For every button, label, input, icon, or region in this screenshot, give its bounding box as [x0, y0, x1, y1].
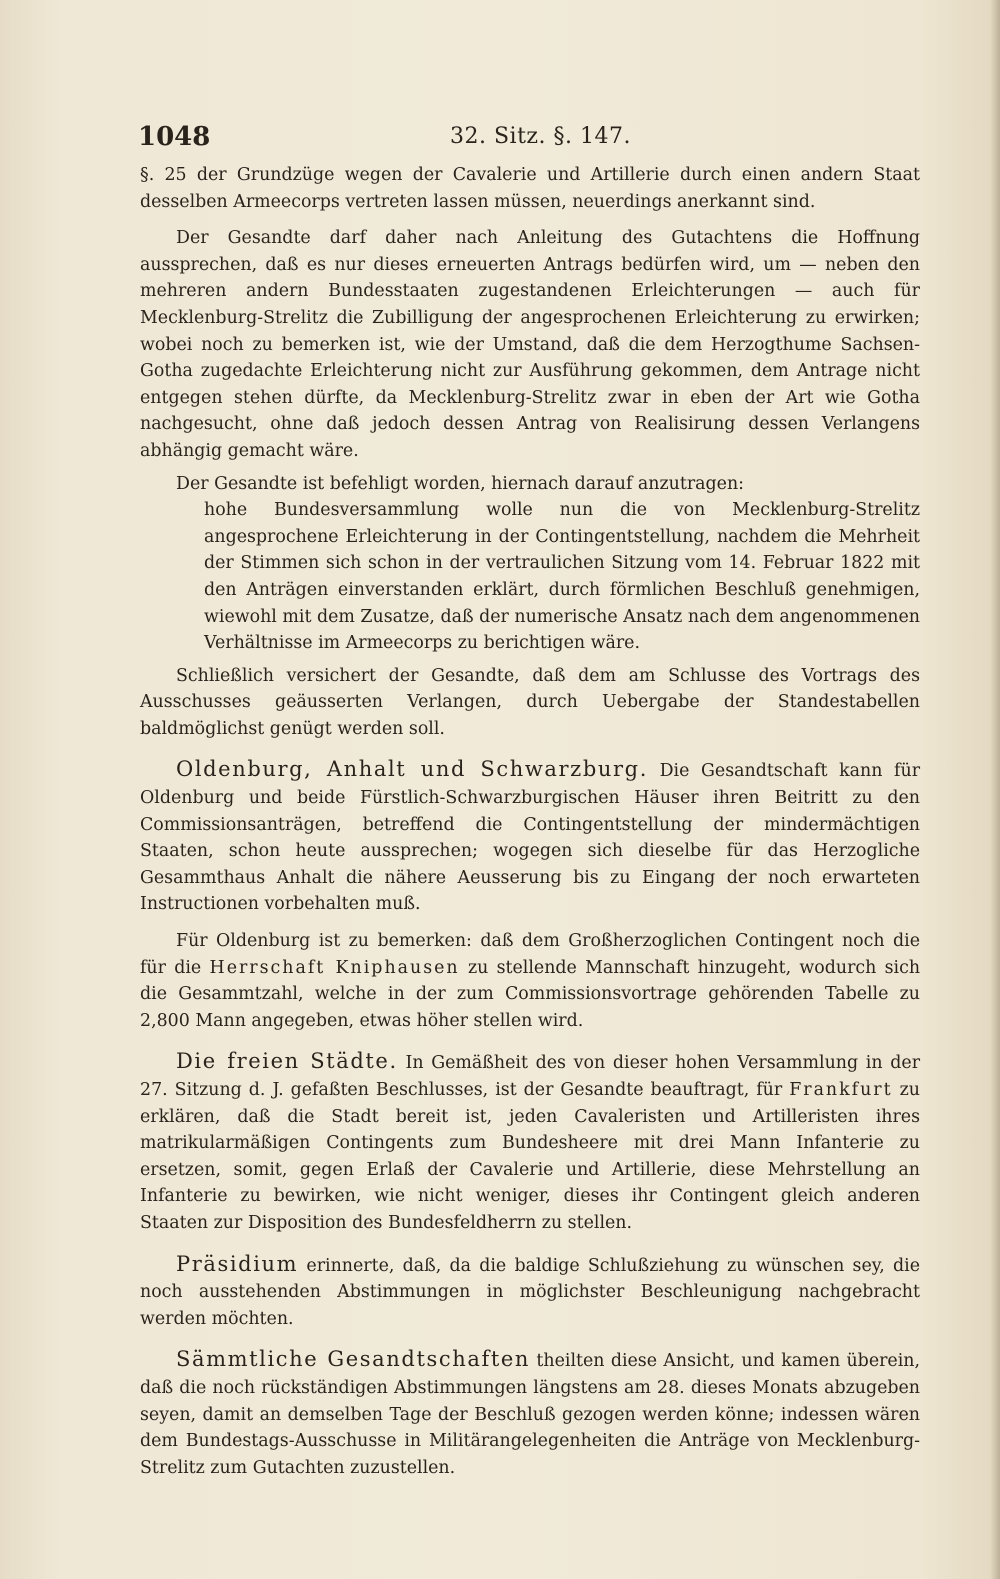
paragraph-oldenburg [140, 756, 920, 918]
paragraph-kniphausen-a: Für Oldenburg ist zu bemerken: daß dem Großherzoglichen Contingent noch die für die [140, 931, 920, 978]
paragraph-free-cities-b: zu erklären, daß die Stadt bereit ist, jeden Cavaleristen und Artilleristen ihres matrikularmäßigen Contingents zum Bundesheere mit drei Mann Infanterie zu ersetzen, somit, gegen Erlaß der Cavalerie und Artillerie, diese Mehrstellung an Infanterie zu bewirken, wie nicht weniger, dieses ihr Contingent gleich anderen Staaten zur Disposition des Bundesfeldherrn zu stellen. [140, 1080, 920, 1233]
page-header [138, 122, 920, 152]
emphasis-frankfurt: Frankfurt [789, 1080, 893, 1100]
paragraph-free-cities [140, 1048, 920, 1236]
section-lead-free-cities: Die freien Städte. [176, 1049, 398, 1074]
emphasis-kniphausen: Herrschaft Kniphausen [209, 957, 460, 978]
section-lead-delegations: Sämmtliche Gesandtschaften [176, 1347, 531, 1372]
paragraph-motion: hohe Bundesversammlung wolle nun die von Mecklenburg-Strelitz angesprochene Erleichterung in der Contingentstellung, nachdem die Mehrheit der Stimmen sich schon in der vertraulichen Sitzung vom 14. Februar 1822 mit den Anträgen einverstanden erklärt, durch förmlichen Beschluß genehmigen, wiewohl mit dem Zusatze, daß der numerische Ansatz nach dem angenommenen Verhältnisse im Armeecorps zu berichtigen wäre. [204, 500, 920, 654]
paragraph-presidium [140, 1251, 920, 1333]
paragraph-conclusion: Schließlich versichert der Gesandte, daß dem am Schlusse des Vortrags des Ausschusses geäusserten Verlangen, durch Uebergabe der Standestabellen baldmöglichst genügt werden soll. [140, 665, 920, 739]
paragraph-delegations-body: theilten diese Ansicht, und kamen überein, daß die noch rückständigen Abstimmungen längstens am 28. dieses Monats abzugeben seyen, damit an demselben Tage der Beschluß gezogen werden könne; indessen wären dem Bundestags-Ausschusse in Militärangelegenheiten die Anträge von Mecklenburg-Strelitz zum Gutachten zuzustellen. [140, 1351, 921, 1478]
running-head: 32. Sitz. §. 147. [450, 124, 631, 149]
body-text [140, 162, 920, 1481]
section-lead-presidium: Präsidium [176, 1251, 299, 1276]
paragraph-presidium-body: erinnerte, daß, da die baldige Schlußziehung zu wünschen sey, die noch ausstehenden Abstimmungen in möglichster Beschleunigung nachgebracht werden möchten. [140, 1255, 920, 1329]
paragraph-continuation: §. 25 der Grundzüge wegen der Cavalerie und Artillerie durch einen andern Staat desselben Armeecorps vertreten lassen müssen, neuerdings anerkannt sind. [140, 165, 920, 212]
page-number: 1048 [138, 122, 211, 152]
page-edge-shadow [990, 0, 1000, 1579]
paragraph-oldenburg-body: Die Gesandtschaft kann für Oldenburg und beide Fürstlich-Schwarzburgischen Häuser ihren Beitritt zu den Commissionsanträgen, betreffend die Contingentstellung der mindermächtigen Staaten, schon heute aussprechen; wogegen sich dieselbe für das Herzogliche Gesammthaus Anhalt die nähere Aeusserung bis zu Eingang der noch erwarteten Instructionen vorbehalten muß. [140, 761, 921, 915]
paragraph-kniphausen-b: zu stellende Mannschaft hinzugeht, wodurch sich die Gesammtzahl, welche in der zum Commissionsvortrage gehörenden Tabelle zu 2,800 Mann angegeben, etwas höher stellen wird. [140, 957, 921, 1031]
section-lead-oldenburg: Oldenburg, Anhalt und Schwarzburg. [176, 757, 648, 782]
paragraph-kniphausen [140, 928, 920, 1034]
paragraph-delegations [140, 1346, 920, 1481]
paragraph-hope: Der Gesandte darf daher nach Anleitung des Gutachtens die Hoffnung aussprechen, daß es nur dieses erneuerten Antrags bedürfen wird, um — neben den mehreren andern Bundesstaaten zugestandenen Erleichterungen — auch für Mecklenburg-Strelitz die Zubilligung der angesprochenen Erleichterung zu erwirken; wobei noch zu bemerken ist, wie der Umstand, daß die dem Herzogthume Sachsen-Gotha zugedachte Erleichterung nicht zur Ausführung gekommen, dem Antrage nicht entgegen stehen dürfte, da Mecklenburg-Strelitz zwar in eben der Art wie Gotha nachgesucht, ohne daß jedoch dessen Antrag von Realisirung dessen Verlangens abhängig gemacht wäre. [140, 228, 920, 461]
paragraph-instruction: Der Gesandte ist befehligt worden, hiernach darauf anzutragen: [176, 473, 745, 494]
paragraph-free-cities-a: In Gemäßheit des von dieser hohen Versammlung in der 27. Sitzung d. J. gefaßten Beschlusses, ist der Gesandte beauftragt, für [140, 1053, 921, 1100]
